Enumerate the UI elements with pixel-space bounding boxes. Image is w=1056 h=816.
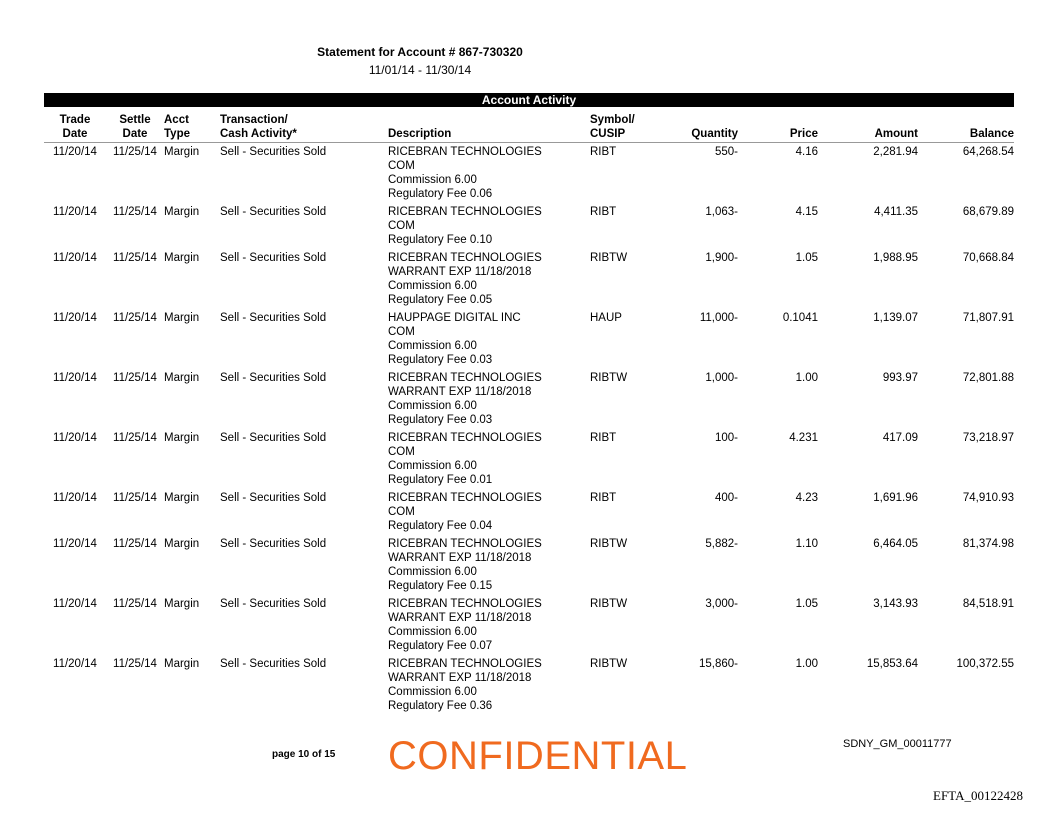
cell-symbol: RIBT [590, 146, 617, 158]
cell-trade-date: 11/20/14 [53, 598, 97, 610]
cell-amount: 15,853.64 [866, 658, 918, 670]
cell-symbol: RIBTW [590, 372, 628, 384]
table-row [44, 597, 1014, 657]
description-line: RICEBRAN TECHNOLOGIES [388, 146, 542, 158]
cell-amount: 1,988.95 [873, 252, 918, 264]
cell-trade-date: 11/20/14 [53, 432, 97, 444]
cell-trade-date: 11/20/14 [53, 206, 97, 218]
col-header-transaction: Transaction/ Cash Activity* [220, 113, 388, 143]
cell-settle-date: 11/25/14 [113, 492, 157, 504]
cell-settle-date: 11/25/14 [113, 538, 157, 550]
cell-settle-date: 11/25/14 [113, 372, 157, 384]
description-line: RICEBRAN TECHNOLOGIES [388, 658, 542, 670]
col-header-acct-type: Acct Type [164, 113, 220, 143]
cell-acct-type: Margin [164, 598, 200, 610]
cell-symbol: RIBTW [590, 538, 628, 550]
cell-acct-type: Margin [164, 146, 200, 158]
col-header-amount: Amount [818, 113, 918, 143]
document-reference: SDNY_GM_00011777 [843, 738, 952, 750]
description-line: WARRANT EXP 11/18/2018 [388, 612, 532, 624]
cell-trade-date: 11/20/14 [53, 658, 97, 670]
cell-symbol: RIBTW [590, 598, 628, 610]
cell-transaction: Sell - Securities Sold [220, 598, 327, 610]
cell-trade-date: 11/20/14 [53, 538, 97, 550]
description-line: WARRANT EXP 11/18/2018 [388, 552, 532, 564]
cell-transaction: Sell - Securities Sold [220, 372, 327, 384]
cell-price: 0.1041 [782, 312, 818, 324]
cell-amount: 993.97 [882, 372, 918, 384]
cell-quantity: 11,000- [699, 312, 738, 324]
description-line: WARRANT EXP 11/18/2018 [388, 266, 532, 278]
cell-price: 4.16 [795, 146, 818, 158]
cell-price: 1.00 [795, 658, 818, 670]
description-line: WARRANT EXP 11/18/2018 [388, 386, 532, 398]
description-line: Regulatory Fee 0.10 [388, 234, 493, 246]
cell-settle-date: 11/25/14 [113, 432, 157, 444]
table-row [44, 371, 1014, 431]
cell-acct-type: Margin [164, 538, 200, 550]
cell-description [388, 311, 590, 371]
description-line: Commission 6.00 [388, 686, 477, 698]
description-line: RICEBRAN TECHNOLOGIES [388, 598, 542, 610]
description-line: Commission 6.00 [388, 400, 477, 412]
statement-title: Statement for Account # 867-730320 [317, 45, 523, 59]
table-row [44, 311, 1014, 371]
description-line: RICEBRAN TECHNOLOGIES [388, 492, 542, 504]
description-line: HAUPPAGE DIGITAL INC [388, 312, 521, 324]
cell-trade-date: 11/20/14 [53, 492, 97, 504]
table-row [44, 431, 1014, 491]
col-header-description: Description [388, 113, 590, 143]
table-row [44, 205, 1014, 251]
cell-symbol: RIBT [590, 492, 617, 504]
table-header-row [44, 113, 1014, 143]
cell-price: 1.10 [795, 538, 818, 550]
cell-settle-date: 11/25/14 [113, 252, 157, 264]
cell-description [388, 597, 590, 657]
cell-quantity: 1,063- [705, 206, 738, 218]
cell-balance: 64,268.54 [962, 146, 1014, 158]
cell-description [388, 371, 590, 431]
description-line: Commission 6.00 [388, 280, 477, 292]
description-line: Regulatory Fee 0.03 [388, 414, 493, 426]
table-row [44, 251, 1014, 311]
cell-description [388, 537, 590, 597]
description-line: Regulatory Fee 0.04 [388, 520, 493, 532]
col-header-quantity: Quantity [666, 113, 738, 143]
cell-acct-type: Margin [164, 206, 200, 218]
cell-quantity: 550- [714, 146, 738, 158]
description-line: COM [388, 326, 415, 338]
cell-acct-type: Margin [164, 492, 200, 504]
cell-description [388, 657, 590, 717]
cell-transaction: Sell - Securities Sold [220, 658, 327, 670]
cell-quantity: 5,882- [705, 538, 738, 550]
cell-quantity: 1,900- [705, 252, 738, 264]
col-header-balance: Balance [918, 113, 1014, 143]
cell-transaction: Sell - Securities Sold [220, 538, 327, 550]
cell-amount: 4,411.35 [874, 206, 918, 218]
cell-balance: 71,807.91 [962, 312, 1014, 324]
description-line: COM [388, 446, 415, 458]
cell-symbol: RIBT [590, 432, 617, 444]
cell-transaction: Sell - Securities Sold [220, 492, 327, 504]
description-line: COM [388, 220, 415, 232]
statement-period: 11/01/14 - 11/30/14 [368, 63, 472, 77]
cell-balance: 70,668.84 [962, 252, 1014, 264]
cell-trade-date: 11/20/14 [53, 252, 97, 264]
efta-reference: EFTA_00122428 [933, 788, 1023, 803]
cell-description [388, 251, 590, 311]
description-line: Regulatory Fee 0.15 [388, 580, 493, 592]
description-line: WARRANT EXP 11/18/2018 [388, 672, 532, 684]
cell-transaction: Sell - Securities Sold [220, 252, 327, 264]
cell-quantity: 400- [714, 492, 738, 504]
cell-amount: 3,143.93 [873, 598, 918, 610]
cell-transaction: Sell - Securities Sold [220, 146, 327, 158]
cell-symbol: RIBTW [590, 658, 628, 670]
cell-balance: 81,374.98 [962, 538, 1014, 550]
cell-amount: 2,281.94 [873, 146, 918, 158]
cell-settle-date: 11/25/14 [113, 658, 157, 670]
cell-amount: 1,139.07 [873, 312, 918, 324]
cell-balance: 100,372.55 [956, 658, 1014, 670]
cell-acct-type: Margin [164, 252, 200, 264]
account-activity-table [44, 113, 1014, 717]
description-line: Regulatory Fee 0.07 [388, 640, 493, 652]
cell-settle-date: 11/25/14 [113, 312, 157, 324]
description-line: Commission 6.00 [388, 340, 477, 352]
cell-price: 1.05 [795, 252, 818, 264]
table-row [44, 143, 1014, 206]
cell-price: 4.231 [789, 432, 818, 444]
cell-amount: 417.09 [882, 432, 918, 444]
cell-trade-date: 11/20/14 [53, 312, 97, 324]
description-line: RICEBRAN TECHNOLOGIES [388, 372, 542, 384]
cell-balance: 68,679.89 [962, 206, 1014, 218]
cell-symbol: RIBTW [590, 252, 628, 264]
cell-settle-date: 11/25/14 [113, 598, 157, 610]
description-line: Regulatory Fee 0.36 [388, 700, 493, 712]
col-header-price: Price [738, 113, 818, 143]
cell-transaction: Sell - Securities Sold [220, 432, 327, 444]
cell-quantity: 3,000- [705, 598, 738, 610]
cell-description [388, 491, 590, 537]
description-line: RICEBRAN TECHNOLOGIES [388, 432, 542, 444]
description-line: Commission 6.00 [388, 566, 477, 578]
description-line: RICEBRAN TECHNOLOGIES [388, 538, 542, 550]
description-line: RICEBRAN TECHNOLOGIES [388, 206, 542, 218]
description-line: Regulatory Fee 0.03 [388, 354, 493, 366]
cell-symbol: RIBT [590, 206, 617, 218]
cell-description [388, 431, 590, 491]
table-row [44, 491, 1014, 537]
section-title-bar: Account Activity [44, 93, 1014, 107]
cell-balance: 74,910.93 [962, 492, 1014, 504]
description-line: Regulatory Fee 0.01 [388, 474, 493, 486]
cell-price: 4.15 [795, 206, 818, 218]
cell-trade-date: 11/20/14 [53, 146, 97, 158]
cell-price: 1.00 [795, 372, 818, 384]
cell-quantity: 100- [714, 432, 738, 444]
cell-amount: 6,464.05 [873, 538, 918, 550]
cell-acct-type: Margin [164, 312, 200, 324]
cell-quantity: 1,000- [705, 372, 738, 384]
cell-acct-type: Margin [164, 372, 200, 384]
description-line: RICEBRAN TECHNOLOGIES [388, 252, 542, 264]
description-line: Commission 6.00 [388, 460, 477, 472]
col-header-symbol: Symbol/ CUSIP [590, 113, 666, 143]
cell-quantity: 15,860- [698, 658, 738, 670]
col-header-settle-date: Settle Date [106, 113, 164, 143]
cell-settle-date: 11/25/14 [113, 146, 157, 158]
description-line: COM [388, 160, 415, 172]
description-line: Regulatory Fee 0.05 [388, 294, 493, 306]
confidential-stamp: CONFIDENTIAL [388, 734, 688, 778]
cell-description [388, 143, 590, 206]
cell-acct-type: Margin [164, 658, 200, 670]
cell-settle-date: 11/25/14 [113, 206, 157, 218]
col-header-trade-date: Trade Date [44, 113, 106, 143]
cell-description [388, 205, 590, 251]
cell-symbol: HAUP [590, 312, 622, 324]
page-number: page 10 of 15 [272, 749, 336, 760]
description-line: COM [388, 506, 415, 518]
cell-trade-date: 11/20/14 [53, 372, 97, 384]
description-line: Commission 6.00 [388, 174, 477, 186]
description-line: Regulatory Fee 0.06 [388, 188, 493, 200]
cell-transaction: Sell - Securities Sold [220, 312, 327, 324]
cell-amount: 1,691.96 [873, 492, 918, 504]
cell-acct-type: Margin [164, 432, 200, 444]
table-row [44, 657, 1014, 717]
cell-balance: 84,518.91 [962, 598, 1014, 610]
cell-transaction: Sell - Securities Sold [220, 206, 327, 218]
cell-balance: 72,801.88 [962, 372, 1014, 384]
cell-price: 4.23 [795, 492, 818, 504]
description-line: Commission 6.00 [388, 626, 477, 638]
table-row [44, 537, 1014, 597]
cell-price: 1.05 [795, 598, 818, 610]
cell-balance: 73,218.97 [962, 432, 1014, 444]
